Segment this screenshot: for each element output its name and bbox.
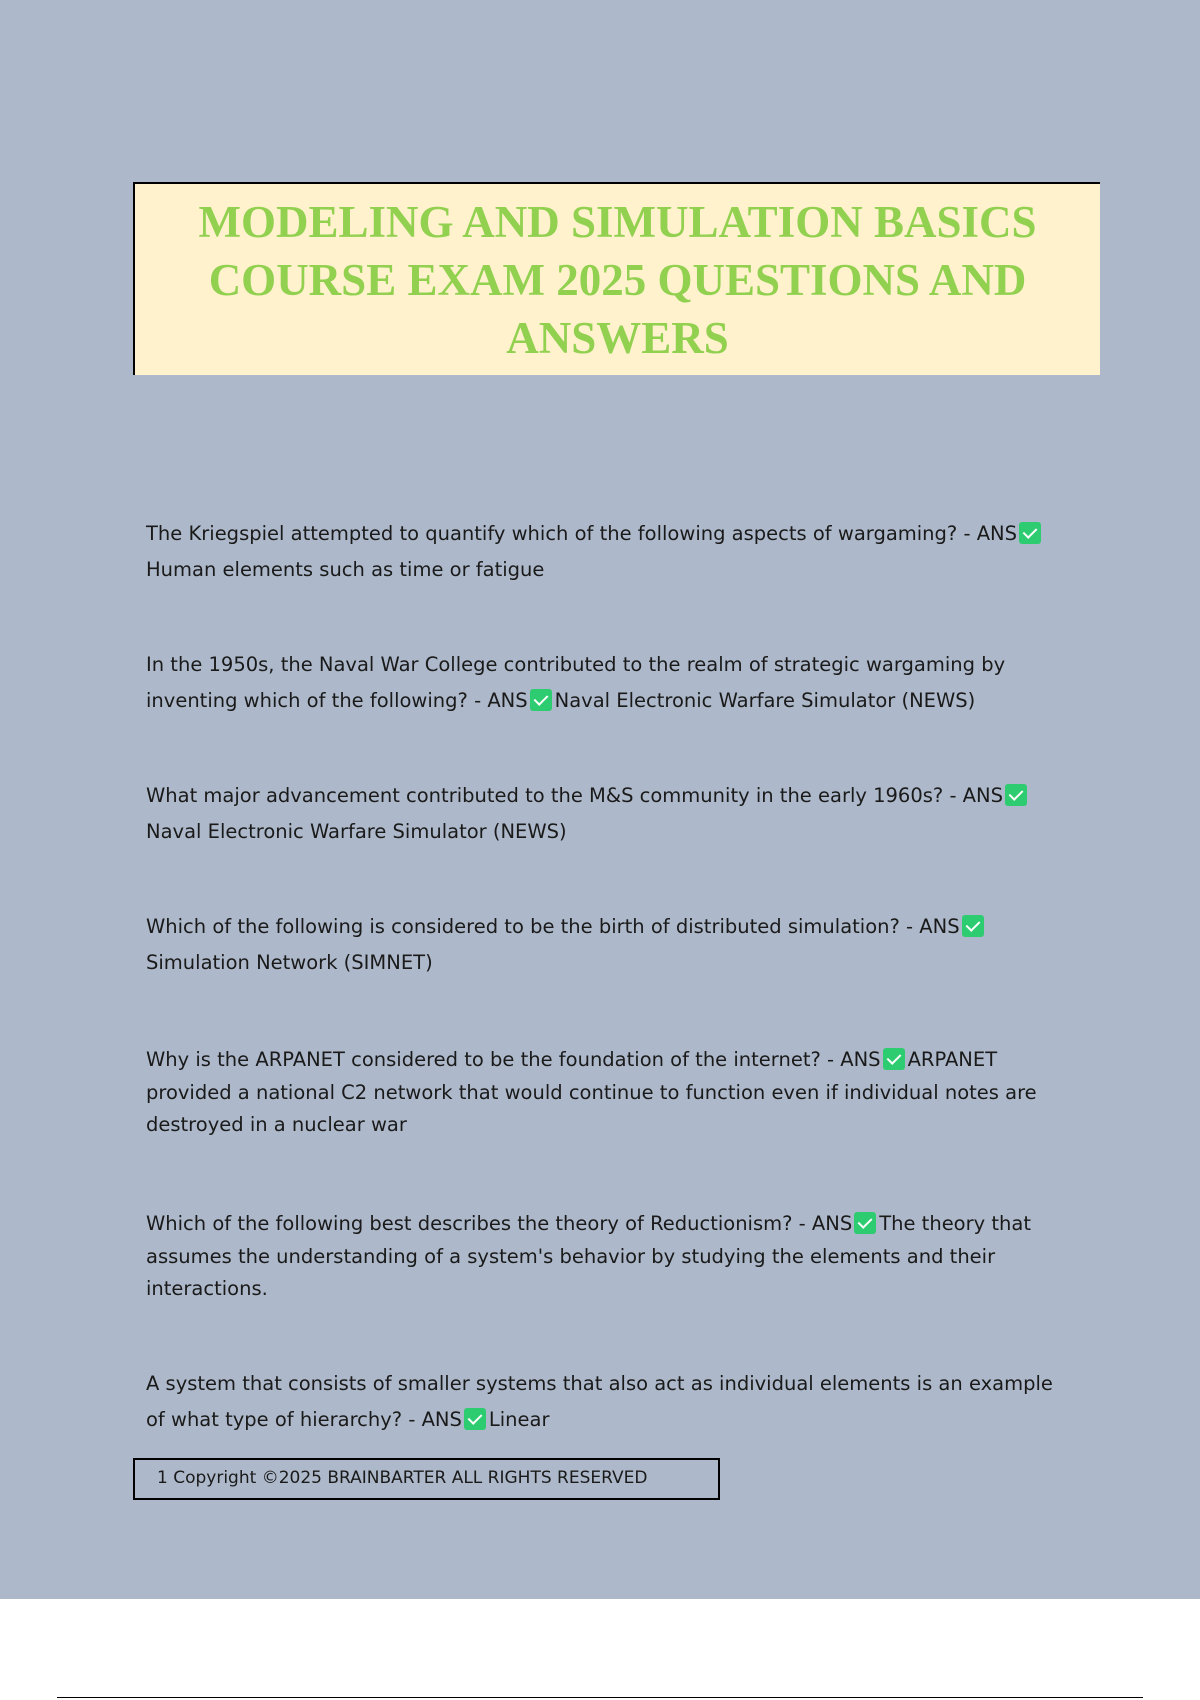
check-mark-icon [962, 915, 984, 937]
question-text: What major advancement contributed to the M&S community in the early 1960s? - ANS [146, 784, 1003, 807]
check-mark-icon [1019, 522, 1041, 544]
answer-text: Linear [488, 1408, 550, 1431]
bottom-divider [57, 1697, 1143, 1698]
title-box [133, 182, 1100, 375]
qa-item-1 [146, 516, 1076, 588]
question-text: Why is the ARPANET considered to be the foundation of the internet? - ANS [146, 1048, 881, 1071]
qa-item-3 [146, 778, 1076, 850]
qa-item-2 [146, 647, 1076, 719]
answer-text: Human elements such as time or fatigue [146, 558, 545, 581]
check-mark-icon [464, 1408, 486, 1430]
qa-item-7 [146, 1366, 1076, 1438]
answer-text: Simulation Network (SIMNET) [146, 951, 433, 974]
question-text: Which of the following best describes the theory of Reductionism? - ANS [146, 1212, 853, 1235]
question-text: Which of the following is considered to be the birth of distributed simulation? - ANS [146, 915, 960, 938]
question-text: A system that consists of smaller systems that also act as individual elements is an example of what type of hierarchy? - ANS [146, 1372, 1053, 1431]
answer-text: ARPANET provided a national C2 network that would continue to function even if individual notes are destroyed in a nuclear war [146, 1048, 1037, 1136]
question-text: In the 1950s, the Naval War College contributed to the realm of strategic wargaming by inventing which of the following? - ANS [146, 653, 1006, 712]
answer-text: Naval Electronic Warfare Simulator (NEWS) [146, 820, 567, 843]
qa-item-5 [146, 1044, 1076, 1142]
qa-item-6 [146, 1208, 1076, 1306]
answer-text: The theory that assumes the understanding of a system's behavior by studying the elements and their interactions. [146, 1212, 1031, 1300]
check-mark-icon [530, 689, 552, 711]
check-mark-icon [854, 1212, 876, 1234]
copyright-text: 1 Copyright ©2025 BRAINBARTER ALL RIGHTS RESERVED [157, 1468, 648, 1488]
qa-item-4 [146, 909, 1076, 981]
copyright-footer [133, 1458, 720, 1500]
answer-text: Naval Electronic Warfare Simulator (NEWS) [554, 689, 976, 712]
document-title: MODELING AND SIMULATION BASICS COURSE EXAM 2025 QUESTIONS AND ANSWERS [198, 196, 1037, 363]
question-text: The Kriegspiel attempted to quantify which of the following aspects of wargaming? - ANS [146, 522, 1018, 545]
check-mark-icon [1005, 784, 1027, 806]
check-mark-icon [883, 1048, 905, 1070]
